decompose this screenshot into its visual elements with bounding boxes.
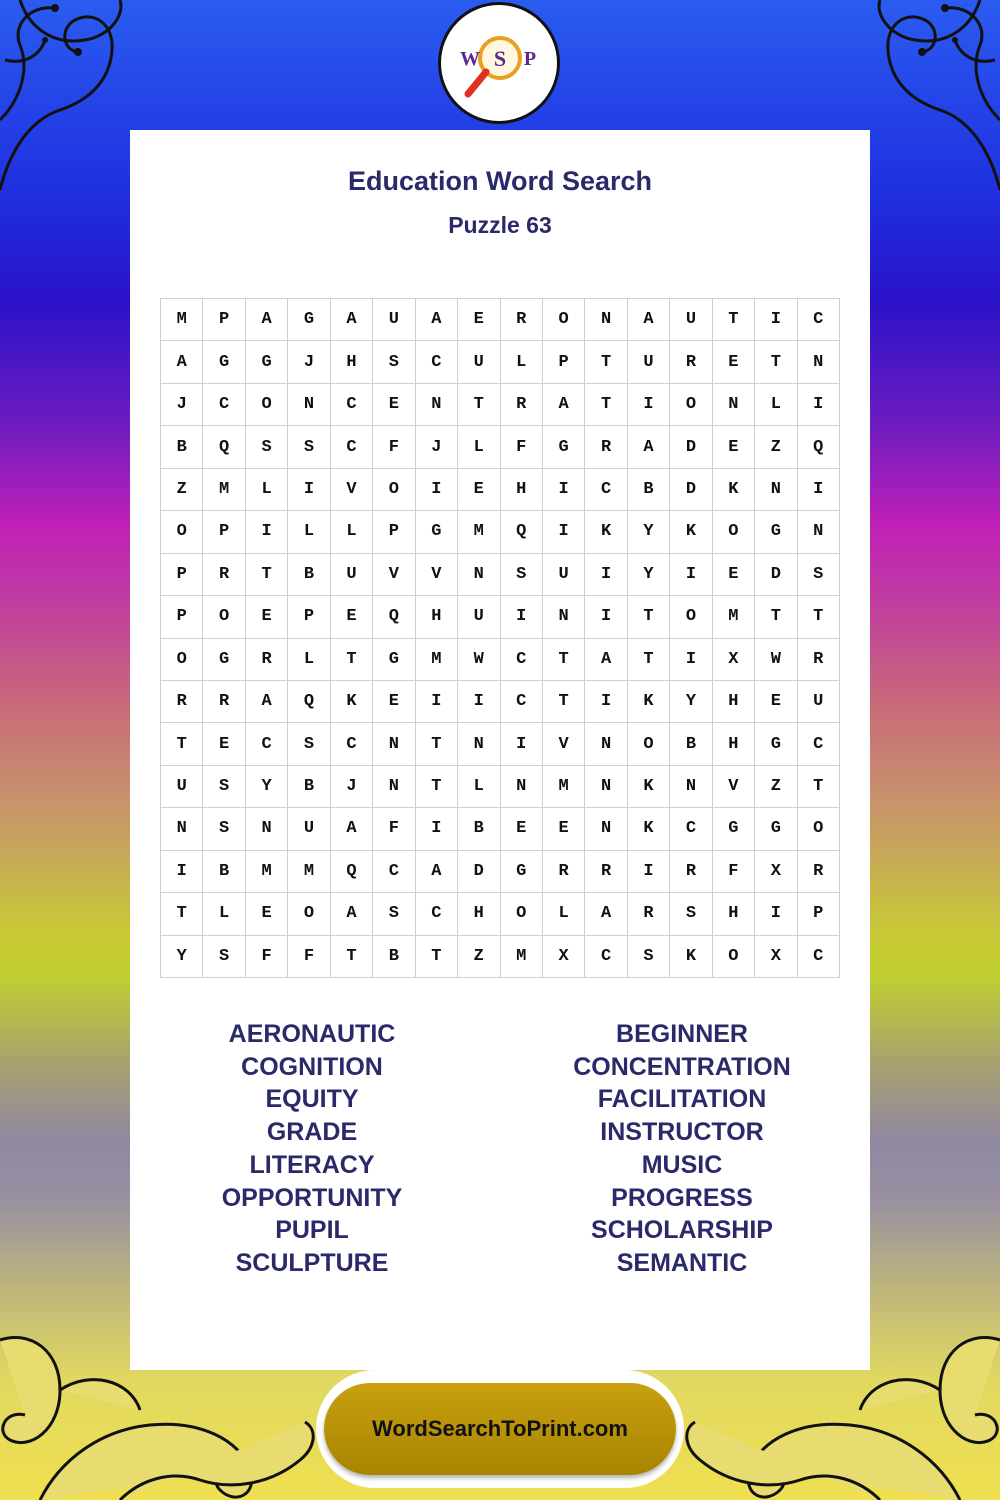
grid-cell[interactable]: N — [585, 766, 627, 808]
grid-cell[interactable]: A — [585, 639, 627, 681]
grid-cell[interactable]: N — [373, 723, 415, 765]
word-item: LITERACY — [249, 1150, 375, 1179]
grid-cell[interactable]: G — [755, 808, 797, 850]
grid-cell[interactable]: R — [543, 851, 585, 893]
grid-cell[interactable]: I — [798, 469, 840, 511]
grid-cell[interactable]: R — [501, 299, 543, 341]
grid-cell[interactable]: A — [161, 341, 203, 383]
grid-cell[interactable]: P — [203, 299, 245, 341]
grid-cell[interactable]: K — [628, 766, 670, 808]
grid-cell[interactable]: V — [543, 723, 585, 765]
grid-cell[interactable]: U — [798, 681, 840, 723]
grid-cell[interactable]: N — [373, 766, 415, 808]
grid-cell[interactable]: M — [416, 639, 458, 681]
grid-cell[interactable]: B — [628, 469, 670, 511]
grid-cell[interactable]: I — [458, 681, 500, 723]
grid-cell[interactable]: R — [203, 681, 245, 723]
grid-cell[interactable]: Q — [373, 596, 415, 638]
grid-cell[interactable]: I — [755, 299, 797, 341]
grid-cell[interactable]: Y — [628, 511, 670, 553]
grid-cell[interactable]: F — [373, 426, 415, 468]
grid-cell[interactable]: P — [161, 554, 203, 596]
grid-cell[interactable]: S — [628, 936, 670, 978]
grid-cell[interactable]: C — [331, 426, 373, 468]
grid-cell[interactable]: O — [798, 808, 840, 850]
grid-cell[interactable]: C — [501, 681, 543, 723]
grid-cell[interactable]: E — [458, 469, 500, 511]
grid-cell[interactable]: S — [373, 341, 415, 383]
word-list-left — [130, 1018, 494, 1280]
grid-cell[interactable]: G — [203, 639, 245, 681]
grid-cell[interactable]: E — [458, 299, 500, 341]
grid-cell[interactable]: E — [713, 554, 755, 596]
grid-cell[interactable]: G — [288, 299, 330, 341]
grid-cell[interactable]: T — [798, 766, 840, 808]
grid-cell[interactable]: Y — [246, 766, 288, 808]
grid-cell[interactable]: I — [246, 511, 288, 553]
grid-cell[interactable]: E — [373, 681, 415, 723]
grid-cell[interactable]: E — [331, 596, 373, 638]
grid-cell[interactable]: L — [246, 469, 288, 511]
grid-cell[interactable]: U — [670, 299, 712, 341]
grid-cell[interactable]: U — [458, 341, 500, 383]
grid-cell[interactable]: S — [203, 808, 245, 850]
grid-cell[interactable]: K — [628, 681, 670, 723]
grid-cell[interactable]: N — [585, 808, 627, 850]
grid-cell[interactable]: S — [288, 426, 330, 468]
grid-cell[interactable]: T — [755, 596, 797, 638]
grid-cell[interactable]: A — [416, 299, 458, 341]
grid-cell[interactable]: B — [458, 808, 500, 850]
grid-cell[interactable]: R — [798, 639, 840, 681]
grid-cell[interactable]: T — [416, 766, 458, 808]
grid-cell[interactable]: S — [246, 426, 288, 468]
word-item: FACILITATION — [597, 1085, 767, 1114]
grid-cell[interactable]: A — [628, 426, 670, 468]
grid-cell[interactable]: X — [755, 936, 797, 978]
grid-cell[interactable]: O — [713, 936, 755, 978]
grid-cell[interactable]: O — [288, 893, 330, 935]
grid-cell[interactable]: H — [713, 681, 755, 723]
grid-cell[interactable]: O — [670, 384, 712, 426]
grid-cell[interactable]: T — [628, 639, 670, 681]
grid-cell[interactable]: G — [416, 511, 458, 553]
grid-cell[interactable]: T — [161, 723, 203, 765]
grid-cell[interactable]: Z — [755, 426, 797, 468]
grid-cell[interactable]: F — [373, 808, 415, 850]
grid-cell[interactable]: K — [670, 511, 712, 553]
grid-cell[interactable]: U — [161, 766, 203, 808]
grid-cell[interactable]: M — [161, 299, 203, 341]
grid-cell[interactable]: T — [543, 681, 585, 723]
grid-cell[interactable]: Y — [670, 681, 712, 723]
grid-cell[interactable]: M — [246, 851, 288, 893]
grid-cell[interactable]: L — [458, 426, 500, 468]
grid-cell[interactable]: M — [713, 596, 755, 638]
grid-cell[interactable]: M — [458, 511, 500, 553]
grid-cell[interactable]: T — [585, 341, 627, 383]
grid-cell[interactable]: C — [501, 639, 543, 681]
grid-cell[interactable]: T — [331, 639, 373, 681]
grid-cell[interactable]: D — [670, 469, 712, 511]
grid-cell[interactable]: E — [543, 808, 585, 850]
grid-cell[interactable]: M — [203, 469, 245, 511]
grid-cell[interactable]: C — [670, 808, 712, 850]
grid-cell[interactable]: T — [331, 936, 373, 978]
grid-cell[interactable]: A — [585, 893, 627, 935]
grid-cell[interactable]: R — [203, 554, 245, 596]
grid-cell[interactable]: F — [246, 936, 288, 978]
grid-cell[interactable]: E — [203, 723, 245, 765]
grid-cell[interactable]: L — [203, 893, 245, 935]
grid-cell[interactable]: X — [543, 936, 585, 978]
grid-cell[interactable]: K — [670, 936, 712, 978]
grid-cell[interactable]: O — [161, 511, 203, 553]
grid-cell[interactable]: Q — [501, 511, 543, 553]
grid-cell[interactable]: N — [755, 469, 797, 511]
grid-cell[interactable]: O — [203, 596, 245, 638]
grid-cell[interactable]: H — [713, 723, 755, 765]
grid-cell[interactable]: T — [798, 596, 840, 638]
grid-cell[interactable]: H — [501, 469, 543, 511]
grid-cell[interactable]: C — [203, 384, 245, 426]
word-item: COGNITION — [241, 1052, 383, 1081]
grid-cell[interactable]: V — [331, 469, 373, 511]
grid-cell[interactable]: T — [628, 596, 670, 638]
site-url[interactable]: WordSearchToPrint.com — [324, 1383, 676, 1475]
grid-cell[interactable]: G — [203, 341, 245, 383]
grid-cell[interactable]: P — [798, 893, 840, 935]
logo-letter-p: P — [523, 48, 537, 70]
grid-cell[interactable]: O — [543, 299, 585, 341]
grid-cell[interactable]: N — [798, 511, 840, 553]
grid-cell[interactable]: N — [458, 723, 500, 765]
grid-cell[interactable]: C — [246, 723, 288, 765]
grid-cell[interactable]: N — [458, 554, 500, 596]
grid-cell[interactable]: T — [458, 384, 500, 426]
word-list — [130, 1018, 870, 1280]
grid-cell[interactable]: B — [670, 723, 712, 765]
grid-cell[interactable]: V — [416, 554, 458, 596]
grid-cell[interactable]: S — [288, 723, 330, 765]
word-item: SCHOLARSHIP — [591, 1216, 773, 1245]
grid-cell[interactable]: K — [713, 469, 755, 511]
word-list-right — [494, 1018, 870, 1280]
grid-cell[interactable]: G — [501, 851, 543, 893]
grid-cell[interactable]: I — [585, 596, 627, 638]
grid-cell[interactable]: R — [585, 851, 627, 893]
grid-cell[interactable]: P — [543, 341, 585, 383]
grid-cell[interactable]: N — [288, 384, 330, 426]
grid-cell[interactable]: O — [713, 511, 755, 553]
grid-cell[interactable]: D — [458, 851, 500, 893]
word-item: INSTRUCTOR — [600, 1118, 764, 1147]
puzzle-card — [130, 130, 870, 1370]
grid-cell[interactable]: Y — [161, 936, 203, 978]
grid-cell[interactable]: L — [755, 384, 797, 426]
grid-cell[interactable]: H — [416, 596, 458, 638]
grid-cell[interactable]: I — [501, 596, 543, 638]
logo-letter-w: W — [460, 48, 480, 70]
word-item: PROGRESS — [611, 1183, 753, 1212]
grid-cell[interactable]: F — [713, 851, 755, 893]
grid-cell[interactable]: I — [543, 469, 585, 511]
grid-cell[interactable]: G — [373, 639, 415, 681]
grid-cell[interactable]: P — [373, 511, 415, 553]
grid-cell[interactable]: P — [288, 596, 330, 638]
grid-cell[interactable]: L — [543, 893, 585, 935]
grid-cell[interactable]: J — [161, 384, 203, 426]
grid-cell[interactable]: V — [713, 766, 755, 808]
grid-cell[interactable]: I — [585, 554, 627, 596]
grid-cell[interactable]: W — [458, 639, 500, 681]
letter-grid — [160, 298, 840, 978]
footer-badge — [316, 1370, 684, 1488]
grid-cell[interactable]: F — [288, 936, 330, 978]
grid-cell[interactable]: K — [331, 681, 373, 723]
grid-cell[interactable]: J — [331, 766, 373, 808]
grid-cell[interactable]: S — [798, 554, 840, 596]
grid-cell[interactable]: O — [501, 893, 543, 935]
corner-ornament-top-right — [860, 0, 1000, 200]
grid-cell[interactable]: B — [288, 766, 330, 808]
grid-cell[interactable]: T — [755, 341, 797, 383]
grid-cell[interactable]: M — [501, 936, 543, 978]
grid-cell[interactable]: C — [416, 893, 458, 935]
grid-cell[interactable]: T — [416, 723, 458, 765]
grid-cell[interactable]: L — [288, 511, 330, 553]
grid-cell[interactable]: N — [246, 808, 288, 850]
grid-cell[interactable]: C — [798, 723, 840, 765]
grid-cell[interactable]: O — [373, 469, 415, 511]
grid-cell[interactable]: Z — [161, 469, 203, 511]
word-item: SEMANTIC — [616, 1248, 748, 1277]
grid-cell[interactable]: Q — [331, 851, 373, 893]
grid-cell[interactable]: B — [161, 426, 203, 468]
grid-cell[interactable]: O — [670, 596, 712, 638]
grid-cell[interactable]: Z — [755, 766, 797, 808]
grid-cell[interactable]: M — [543, 766, 585, 808]
word-item: OPPORTUNITY — [221, 1183, 403, 1212]
grid-cell[interactable]: L — [458, 766, 500, 808]
grid-cell[interactable]: I — [798, 384, 840, 426]
grid-cell[interactable]: A — [543, 384, 585, 426]
grid-cell[interactable]: I — [755, 893, 797, 935]
grid-cell[interactable]: B — [373, 936, 415, 978]
grid-cell[interactable]: X — [755, 851, 797, 893]
word-item: MUSIC — [641, 1150, 723, 1179]
grid-cell[interactable]: G — [543, 426, 585, 468]
grid-cell[interactable]: L — [331, 511, 373, 553]
grid-cell[interactable]: T — [161, 893, 203, 935]
grid-cell[interactable]: N — [161, 808, 203, 850]
grid-cell[interactable]: W — [755, 639, 797, 681]
grid-cell[interactable]: T — [416, 936, 458, 978]
grid-cell[interactable]: A — [331, 299, 373, 341]
grid-cell[interactable]: U — [628, 341, 670, 383]
grid-cell[interactable]: N — [713, 384, 755, 426]
grid-cell[interactable]: U — [288, 808, 330, 850]
grid-cell[interactable]: E — [755, 681, 797, 723]
grid-cell[interactable]: E — [501, 808, 543, 850]
grid-cell[interactable]: I — [628, 851, 670, 893]
grid-cell[interactable]: J — [288, 341, 330, 383]
grid-cell[interactable]: T — [543, 639, 585, 681]
grid-cell[interactable]: R — [161, 681, 203, 723]
grid-cell[interactable]: Q — [288, 681, 330, 723]
grid-cell[interactable]: I — [628, 384, 670, 426]
grid-cell[interactable]: Q — [203, 426, 245, 468]
grid-cell[interactable]: G — [755, 723, 797, 765]
grid-cell[interactable]: L — [501, 341, 543, 383]
grid-cell[interactable]: G — [246, 341, 288, 383]
word-item: CONCENTRATION — [573, 1052, 791, 1081]
grid-cell[interactable]: I — [288, 469, 330, 511]
grid-cell[interactable]: A — [628, 299, 670, 341]
puzzle-number: Puzzle 63 — [448, 212, 552, 238]
grid-cell[interactable]: C — [416, 341, 458, 383]
grid-cell[interactable]: N — [501, 766, 543, 808]
grid-cell[interactable]: C — [373, 851, 415, 893]
grid-cell[interactable]: R — [585, 426, 627, 468]
grid-cell[interactable]: A — [246, 681, 288, 723]
grid-cell[interactable]: I — [416, 681, 458, 723]
grid-cell[interactable]: S — [373, 893, 415, 935]
grid-cell[interactable]: R — [628, 893, 670, 935]
grid-cell[interactable]: B — [203, 851, 245, 893]
grid-cell[interactable]: A — [331, 808, 373, 850]
grid-cell[interactable]: R — [501, 384, 543, 426]
grid-cell[interactable]: L — [288, 639, 330, 681]
word-item: AERONAUTIC — [228, 1020, 396, 1048]
grid-cell[interactable]: N — [416, 384, 458, 426]
grid-cell[interactable]: Z — [458, 936, 500, 978]
grid-cell[interactable]: R — [246, 639, 288, 681]
grid-cell[interactable]: C — [331, 723, 373, 765]
grid-cell[interactable]: U — [543, 554, 585, 596]
grid-cell[interactable]: H — [331, 341, 373, 383]
grid-cell[interactable]: I — [501, 723, 543, 765]
page-title: Education Word Search — [347, 166, 653, 196]
grid-cell[interactable]: E — [373, 384, 415, 426]
grid-cell[interactable]: E — [713, 341, 755, 383]
grid-cell[interactable]: D — [670, 426, 712, 468]
grid-cell[interactable]: O — [628, 723, 670, 765]
word-item: PUPIL — [275, 1216, 349, 1245]
logo-letter-s: S — [493, 46, 507, 71]
magnifier-logo-icon — [444, 8, 554, 118]
grid-cell[interactable]: D — [755, 554, 797, 596]
grid-cell[interactable]: N — [585, 723, 627, 765]
grid-cell[interactable]: O — [161, 639, 203, 681]
grid-cell[interactable]: E — [246, 596, 288, 638]
grid-cell[interactable]: B — [288, 554, 330, 596]
grid-cell[interactable]: K — [628, 808, 670, 850]
grid-cell[interactable]: I — [543, 511, 585, 553]
word-item: GRADE — [266, 1118, 358, 1147]
grid-cell[interactable]: K — [585, 511, 627, 553]
grid-cell[interactable]: S — [670, 893, 712, 935]
grid-cell[interactable]: V — [373, 554, 415, 596]
grid-cell[interactable]: A — [246, 299, 288, 341]
grid-cell[interactable]: P — [161, 596, 203, 638]
grid-cell[interactable]: H — [713, 893, 755, 935]
grid-cell[interactable]: T — [246, 554, 288, 596]
grid-cell[interactable]: Q — [798, 426, 840, 468]
grid-cell[interactable]: S — [203, 936, 245, 978]
grid-cell[interactable]: E — [246, 893, 288, 935]
grid-cell[interactable]: I — [670, 639, 712, 681]
grid-cell[interactable]: T — [713, 299, 755, 341]
grid-cell[interactable]: M — [288, 851, 330, 893]
grid-cell[interactable]: C — [585, 936, 627, 978]
grid-cell[interactable]: S — [501, 554, 543, 596]
grid-cell[interactable]: T — [585, 384, 627, 426]
grid-cell[interactable]: C — [331, 384, 373, 426]
grid-cell[interactable]: C — [798, 299, 840, 341]
grid-cell[interactable]: N — [585, 299, 627, 341]
grid-cell[interactable]: E — [713, 426, 755, 468]
grid-cell[interactable]: J — [416, 426, 458, 468]
grid-cell[interactable]: N — [798, 341, 840, 383]
grid-cell[interactable]: N — [543, 596, 585, 638]
grid-cell[interactable]: F — [501, 426, 543, 468]
site-logo — [438, 2, 560, 124]
grid-cell[interactable]: A — [331, 893, 373, 935]
grid-cell[interactable]: U — [373, 299, 415, 341]
grid-cell[interactable]: R — [798, 851, 840, 893]
grid-cell[interactable]: G — [755, 511, 797, 553]
grid-cell[interactable]: I — [670, 554, 712, 596]
grid-cell[interactable]: U — [331, 554, 373, 596]
grid-cell[interactable]: A — [416, 851, 458, 893]
word-item: BEGINNER — [616, 1020, 748, 1048]
grid-cell[interactable]: O — [246, 384, 288, 426]
grid-cell[interactable]: R — [670, 851, 712, 893]
grid-cell[interactable]: N — [670, 766, 712, 808]
grid-cell[interactable]: I — [161, 851, 203, 893]
grid-cell[interactable]: R — [670, 341, 712, 383]
grid-cell[interactable]: I — [416, 808, 458, 850]
grid-cell[interactable]: U — [458, 596, 500, 638]
grid-cell[interactable]: Y — [628, 554, 670, 596]
word-item: SCULPTURE — [235, 1248, 389, 1277]
grid-cell[interactable]: X — [713, 639, 755, 681]
grid-cell[interactable]: H — [458, 893, 500, 935]
word-item: EQUITY — [265, 1085, 359, 1114]
grid-cell[interactable]: I — [416, 469, 458, 511]
grid-cell[interactable]: C — [585, 469, 627, 511]
grid-cell[interactable]: S — [203, 766, 245, 808]
grid-cell[interactable]: G — [713, 808, 755, 850]
corner-ornament-top-left — [0, 0, 140, 200]
grid-cell[interactable]: C — [798, 936, 840, 978]
grid-cell[interactable]: I — [585, 681, 627, 723]
grid-cell[interactable]: P — [203, 511, 245, 553]
